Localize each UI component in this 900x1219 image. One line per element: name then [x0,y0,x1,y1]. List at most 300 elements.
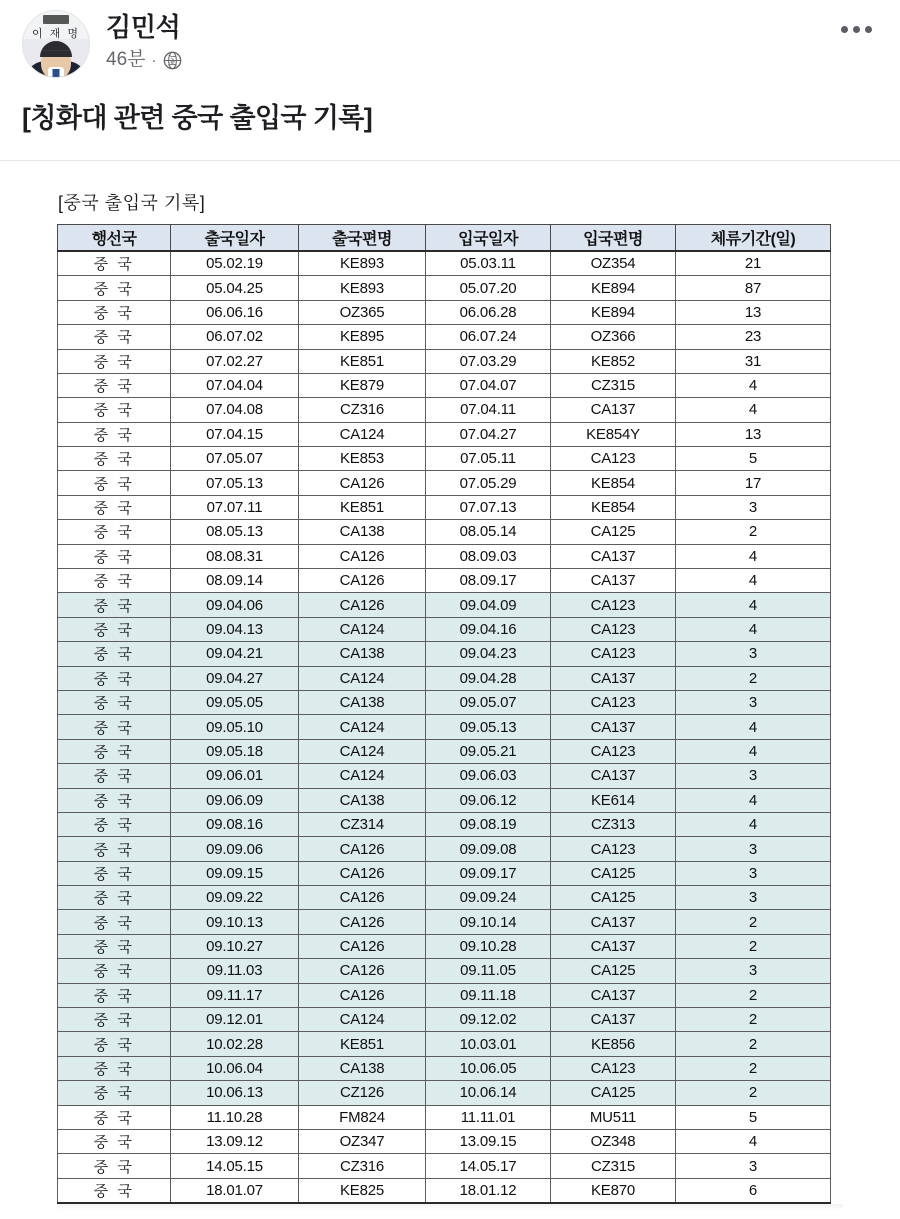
cell-destination: 중 국 [58,276,171,300]
cell-destination: 중 국 [58,1154,171,1178]
cell-arrive-date: 09.11.18 [426,983,551,1007]
table-row [58,1008,831,1032]
cell-destination: 중 국 [58,690,171,714]
cell-stay-days: 3 [676,1154,831,1178]
table-row [58,251,831,275]
globe-icon[interactable] [163,51,182,70]
cell-arrive-date: 07.05.11 [426,447,551,471]
cell-destination: 중 국 [58,1130,171,1154]
cell-arrive-date: 09.04.28 [426,666,551,690]
cell-stay-days: 5 [676,447,831,471]
column-header-stay-days: 체류기간(일) [676,225,831,252]
cell-arrive-date: 09.04.23 [426,642,551,666]
cell-depart-flight: CA126 [299,569,426,593]
table-row [58,934,831,958]
cell-depart-date: 09.09.15 [171,861,299,885]
cell-arrive-flight: CA123 [551,837,676,861]
table-row [58,569,831,593]
cell-arrive-flight: CA125 [551,1081,676,1105]
cell-arrive-date: 09.08.19 [426,812,551,836]
cell-arrive-date: 09.11.05 [426,959,551,983]
cell-destination: 중 국 [58,886,171,910]
cell-arrive-flight: CA137 [551,398,676,422]
table-row [58,1130,831,1154]
cell-destination: 중 국 [58,422,171,446]
cell-depart-date: 09.06.09 [171,788,299,812]
table-row [58,398,831,422]
cell-depart-flight: CZ316 [299,398,426,422]
cell-arrive-flight: CA123 [551,447,676,471]
cell-arrive-flight: KE894 [551,276,676,300]
table-row [58,1178,831,1202]
table-row [58,1081,831,1105]
cell-stay-days: 2 [676,934,831,958]
table-row [58,788,831,812]
cell-stay-days: 4 [676,593,831,617]
cell-depart-date: 11.10.28 [171,1105,299,1129]
table-row [58,983,831,1007]
cell-arrive-flight: KE614 [551,788,676,812]
cell-arrive-flight: CA125 [551,520,676,544]
cell-destination: 중 국 [58,642,171,666]
cell-depart-date: 06.07.02 [171,325,299,349]
post-author-block [106,8,837,72]
cell-depart-date: 09.04.27 [171,666,299,690]
cell-arrive-flight: CZ315 [551,373,676,397]
cell-stay-days: 4 [676,739,831,763]
cell-arrive-flight: CA123 [551,739,676,763]
cell-stay-days: 31 [676,349,831,373]
cell-depart-flight: CA126 [299,593,426,617]
cell-depart-flight: CA126 [299,837,426,861]
post-header [0,0,900,92]
cell-destination: 중 국 [58,1056,171,1080]
cell-depart-date: 07.05.07 [171,447,299,471]
cell-stay-days: 2 [676,1081,831,1105]
cell-depart-date: 08.09.14 [171,569,299,593]
cell-arrive-flight: CZ313 [551,812,676,836]
cell-destination: 중 국 [58,617,171,641]
avatar-tie [53,69,60,78]
table-row [58,666,831,690]
cell-depart-date: 07.05.13 [171,471,299,495]
cell-depart-flight: CA126 [299,910,426,934]
cell-stay-days: 87 [676,276,831,300]
table-row [58,690,831,714]
post-title: [칭화대 관련 중국 출입국 기록] [22,103,373,133]
cell-arrive-flight: KE852 [551,349,676,373]
cell-arrive-date: 07.05.29 [426,471,551,495]
cell-arrive-flight: CA137 [551,666,676,690]
cell-stay-days: 2 [676,983,831,1007]
cell-depart-date: 09.10.27 [171,934,299,958]
cell-depart-flight: CZ126 [299,1081,426,1105]
cell-destination: 중 국 [58,447,171,471]
cell-arrive-flight: CA137 [551,1008,676,1032]
cell-stay-days: 6 [676,1178,831,1202]
cell-depart-date: 09.12.01 [171,1008,299,1032]
ellipsis-dot-3 [865,26,872,33]
cell-arrive-flight: KE856 [551,1032,676,1056]
cell-destination: 중 국 [58,251,171,275]
cell-stay-days: 23 [676,325,831,349]
cell-arrive-flight: KE854Y [551,422,676,446]
avatar-overlay-text: 이 재 명 [32,28,80,40]
cell-depart-flight: CA124 [299,1008,426,1032]
cell-destination: 중 국 [58,764,171,788]
cell-depart-flight: OZ347 [299,1130,426,1154]
cell-depart-date: 09.06.01 [171,764,299,788]
cell-depart-date: 09.08.16 [171,812,299,836]
cell-stay-days: 13 [676,422,831,446]
table-row [58,837,831,861]
cell-arrive-date: 09.09.24 [426,886,551,910]
cell-depart-date: 07.04.08 [171,398,299,422]
cell-stay-days: 4 [676,544,831,568]
cell-arrive-flight: CA137 [551,934,676,958]
cell-depart-date: 09.10.13 [171,910,299,934]
cell-depart-flight: KE851 [299,1032,426,1056]
cell-depart-date: 05.04.25 [171,276,299,300]
cell-depart-date: 09.04.21 [171,642,299,666]
cell-depart-date: 10.02.28 [171,1032,299,1056]
entry-exit-records-table [57,224,831,1203]
cell-depart-flight: KE893 [299,251,426,275]
cell-stay-days: 17 [676,471,831,495]
cell-depart-flight: KE851 [299,349,426,373]
cell-depart-flight: KE851 [299,495,426,519]
cell-arrive-flight: CA125 [551,886,676,910]
cell-arrive-date: 08.05.14 [426,520,551,544]
cell-destination: 중 국 [58,812,171,836]
post-meta [106,49,837,72]
cell-stay-days: 3 [676,764,831,788]
column-header-depart-flight: 출국편명 [299,225,426,252]
cell-arrive-flight: CA137 [551,764,676,788]
cell-depart-date: 10.06.13 [171,1081,299,1105]
cell-stay-days: 2 [676,1032,831,1056]
cell-arrive-flight: OZ354 [551,251,676,275]
cell-depart-date: 07.07.11 [171,495,299,519]
cell-depart-flight: CA124 [299,422,426,446]
cell-destination: 중 국 [58,300,171,324]
cell-destination: 중 국 [58,1081,171,1105]
cell-depart-date: 09.05.05 [171,690,299,714]
avatar-glasses [42,50,70,57]
cell-arrive-date: 09.05.21 [426,739,551,763]
avatar[interactable] [22,10,90,78]
cell-destination: 중 국 [58,1032,171,1056]
cell-depart-date: 18.01.07 [171,1178,299,1202]
cell-arrive-date: 09.12.02 [426,1008,551,1032]
table-row [58,373,831,397]
cell-arrive-flight: KE894 [551,300,676,324]
table-row [58,1105,831,1129]
cell-depart-flight: CA126 [299,861,426,885]
cell-arrive-date: 09.06.03 [426,764,551,788]
cell-stay-days: 4 [676,715,831,739]
table-row [58,593,831,617]
cell-depart-flight: CA126 [299,886,426,910]
cell-stay-days: 21 [676,251,831,275]
cell-arrive-date: 09.10.14 [426,910,551,934]
cell-arrive-date: 07.04.27 [426,422,551,446]
author-name[interactable]: 김민석 [106,12,181,42]
cell-stay-days: 3 [676,886,831,910]
cell-destination: 중 국 [58,983,171,1007]
cell-stay-days: 4 [676,617,831,641]
table-row [58,325,831,349]
cell-stay-days: 3 [676,837,831,861]
table-row [58,447,831,471]
table-row [58,1056,831,1080]
cell-destination: 중 국 [58,959,171,983]
cell-depart-date: 09.05.18 [171,739,299,763]
table-row [58,276,831,300]
cell-depart-flight: CA126 [299,471,426,495]
cell-depart-date: 06.06.16 [171,300,299,324]
cell-depart-flight: CA124 [299,666,426,690]
cell-depart-date: 07.04.04 [171,373,299,397]
cell-arrive-date: 09.10.28 [426,934,551,958]
cell-arrive-date: 08.09.03 [426,544,551,568]
cell-arrive-date: 09.09.17 [426,861,551,885]
cell-depart-flight: CA138 [299,788,426,812]
cell-stay-days: 2 [676,666,831,690]
cell-depart-date: 09.05.10 [171,715,299,739]
cell-depart-flight: CA124 [299,617,426,641]
cell-depart-flight: CA124 [299,739,426,763]
cell-depart-date: 08.05.13 [171,520,299,544]
cell-arrive-date: 07.04.07 [426,373,551,397]
ellipsis-dot-2 [853,26,860,33]
cell-depart-flight: CZ314 [299,812,426,836]
cell-stay-days: 4 [676,1130,831,1154]
cell-arrive-flight: CA123 [551,1056,676,1080]
table-row [58,739,831,763]
cell-arrive-date: 07.03.29 [426,349,551,373]
table-body [58,251,831,1202]
cell-arrive-date: 08.09.17 [426,569,551,593]
cell-depart-date: 09.09.06 [171,837,299,861]
cell-stay-days: 4 [676,569,831,593]
table-row [58,422,831,446]
table-header-row [58,225,831,252]
cell-arrive-date: 09.05.07 [426,690,551,714]
cell-stay-days: 4 [676,788,831,812]
cell-destination: 중 국 [58,593,171,617]
cell-arrive-flight: CA123 [551,617,676,641]
cell-arrive-flight: CA137 [551,983,676,1007]
cell-arrive-date: 07.07.13 [426,495,551,519]
cell-arrive-flight: CA123 [551,690,676,714]
cell-destination: 중 국 [58,1178,171,1202]
cell-destination: 중 국 [58,837,171,861]
cell-depart-flight: KE825 [299,1178,426,1202]
table-row [58,715,831,739]
cell-destination: 중 국 [58,569,171,593]
cell-depart-flight: CA126 [299,983,426,1007]
column-header-depart-date: 출국일자 [171,225,299,252]
cell-destination: 중 국 [58,349,171,373]
cell-depart-flight: FM824 [299,1105,426,1129]
avatar-badge [43,15,69,24]
cell-arrive-flight: CA123 [551,642,676,666]
table-row [58,349,831,373]
cell-destination: 중 국 [58,471,171,495]
cell-depart-flight: CA126 [299,934,426,958]
cell-arrive-date: 05.03.11 [426,251,551,275]
cell-depart-date: 09.11.03 [171,959,299,983]
cell-depart-date: 09.04.06 [171,593,299,617]
cell-arrive-date: 06.07.24 [426,325,551,349]
cell-destination: 중 국 [58,715,171,739]
cell-arrive-date: 11.11.01 [426,1105,551,1129]
cell-destination: 중 국 [58,398,171,422]
cell-destination: 중 국 [58,495,171,519]
cell-destination: 중 국 [58,1008,171,1032]
table-row [58,642,831,666]
cell-arrive-date: 10.06.05 [426,1056,551,1080]
cell-depart-flight: CA124 [299,764,426,788]
cell-arrive-flight: CA123 [551,593,676,617]
cell-arrive-date: 09.04.09 [426,593,551,617]
cell-depart-flight: KE893 [299,276,426,300]
cell-destination: 중 국 [58,1105,171,1129]
cell-arrive-date: 13.09.15 [426,1130,551,1154]
cell-arrive-flight: CA137 [551,544,676,568]
cell-depart-flight: CA138 [299,1056,426,1080]
cell-stay-days: 4 [676,373,831,397]
cell-stay-days: 3 [676,861,831,885]
cell-arrive-flight: MU511 [551,1105,676,1129]
cell-destination: 중 국 [58,861,171,885]
post-options-button[interactable] [837,20,876,39]
table-row [58,886,831,910]
cell-destination: 중 국 [58,934,171,958]
table-row [58,300,831,324]
cell-arrive-flight: CA137 [551,715,676,739]
cell-arrive-flight: CA125 [551,959,676,983]
cell-stay-days: 4 [676,812,831,836]
cell-stay-days: 2 [676,520,831,544]
cell-arrive-date: 06.06.28 [426,300,551,324]
cell-depart-flight: KE879 [299,373,426,397]
cell-destination: 중 국 [58,788,171,812]
cell-destination: 중 국 [58,666,171,690]
table-row [58,959,831,983]
cell-arrive-date: 09.09.08 [426,837,551,861]
cell-depart-date: 07.02.27 [171,349,299,373]
table-row [58,617,831,641]
cell-depart-flight: CA138 [299,520,426,544]
table-row [58,495,831,519]
cell-depart-flight: KE853 [299,447,426,471]
attached-document[interactable] [0,161,900,1209]
table-row [58,544,831,568]
cell-arrive-flight: KE854 [551,495,676,519]
table-row [58,471,831,495]
cell-depart-flight: CA138 [299,642,426,666]
table-row [58,812,831,836]
cell-depart-flight: KE895 [299,325,426,349]
cell-arrive-flight: KE854 [551,471,676,495]
cell-stay-days: 3 [676,959,831,983]
cell-destination: 중 국 [58,325,171,349]
post-timestamp[interactable]: 46분 [106,49,146,71]
cell-arrive-date: 07.04.11 [426,398,551,422]
table-row [58,910,831,934]
cell-arrive-flight: CA125 [551,861,676,885]
cell-arrive-flight: CA137 [551,910,676,934]
cell-destination: 중 국 [58,910,171,934]
cell-arrive-date: 18.01.12 [426,1178,551,1202]
cell-stay-days: 5 [676,1105,831,1129]
document-caption: [중국 출입국 기록] [58,193,206,214]
cell-depart-date: 13.09.12 [171,1130,299,1154]
cell-arrive-date: 05.07.20 [426,276,551,300]
table-row [58,520,831,544]
cell-depart-date: 10.06.04 [171,1056,299,1080]
cell-arrive-flight: OZ348 [551,1130,676,1154]
cell-destination: 중 국 [58,739,171,763]
cell-depart-flight: CZ316 [299,1154,426,1178]
cell-depart-flight: CA126 [299,959,426,983]
cell-stay-days: 2 [676,910,831,934]
cell-depart-date: 07.04.15 [171,422,299,446]
table-row [58,1154,831,1178]
cell-arrive-date: 09.04.16 [426,617,551,641]
cell-depart-flight: OZ365 [299,300,426,324]
cell-stay-days: 3 [676,495,831,519]
cell-depart-date: 05.02.19 [171,251,299,275]
column-header-arrive-date: 입국일자 [426,225,551,252]
table-header [58,225,831,252]
cell-depart-date: 14.05.15 [171,1154,299,1178]
cell-depart-date: 09.04.13 [171,617,299,641]
cell-depart-flight: CA138 [299,690,426,714]
cell-arrive-flight: KE870 [551,1178,676,1202]
cell-arrive-date: 10.03.01 [426,1032,551,1056]
cell-arrive-flight: CA137 [551,569,676,593]
cell-depart-date: 09.09.22 [171,886,299,910]
cell-arrive-date: 10.06.14 [426,1081,551,1105]
cell-stay-days: 13 [676,300,831,324]
document-bottom-edge [57,1204,843,1210]
cell-destination: 중 국 [58,373,171,397]
cell-stay-days: 3 [676,690,831,714]
cell-depart-flight: CA126 [299,544,426,568]
cell-arrive-flight: CZ315 [551,1154,676,1178]
cell-arrive-date: 09.06.12 [426,788,551,812]
column-header-arrive-flight: 입국편명 [551,225,676,252]
cell-destination: 중 국 [58,544,171,568]
cell-depart-date: 09.11.17 [171,983,299,1007]
table-row [58,764,831,788]
cell-stay-days: 4 [676,398,831,422]
cell-stay-days: 2 [676,1008,831,1032]
cell-destination: 중 국 [58,520,171,544]
meta-separator: · [151,51,157,69]
cell-depart-flight: CA124 [299,715,426,739]
cell-stay-days: 2 [676,1056,831,1080]
cell-arrive-flight: OZ366 [551,325,676,349]
ellipsis-dot-1 [841,26,848,33]
cell-stay-days: 3 [676,642,831,666]
cell-depart-date: 08.08.31 [171,544,299,568]
table-row [58,1032,831,1056]
table-row [58,861,831,885]
